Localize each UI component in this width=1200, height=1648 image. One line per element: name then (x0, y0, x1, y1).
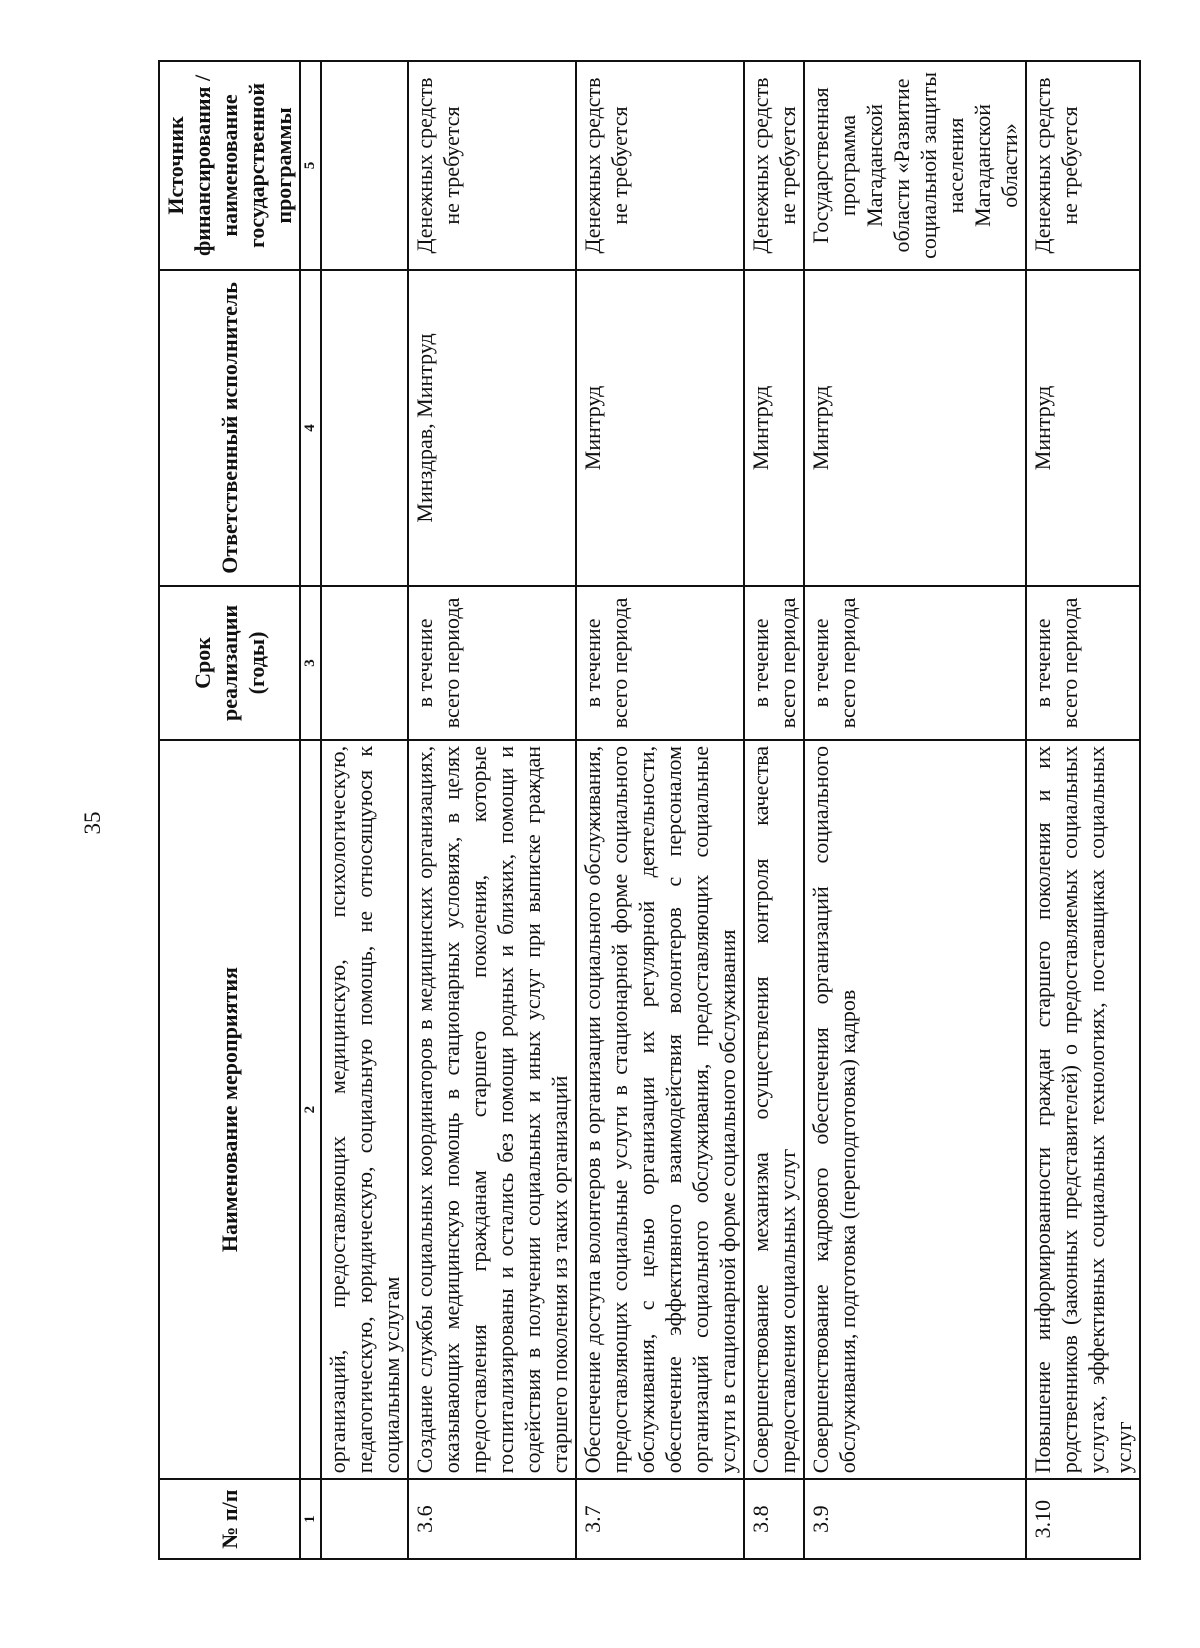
header-num: № п/п (159, 1479, 300, 1559)
column-number: 2 (300, 740, 321, 1479)
rotated-page (158, 60, 1193, 1560)
measure-name: организаций, предоставляющих медицинскую, психологическую, педагогическую, юридическую, социальную помощь, не относящуюся к социальным услугам (321, 740, 408, 1479)
row-number: 3.7 (576, 1479, 744, 1559)
row-number: 3.6 (408, 1479, 576, 1559)
measure-term: в течение всего периода (804, 586, 1026, 740)
measure-source: Денежных средств не требуется (576, 61, 744, 270)
header-term: Срок реализации (годы) (159, 586, 300, 740)
table-row (576, 61, 744, 1559)
column-number: 4 (300, 270, 321, 586)
column-number: 1 (300, 1479, 321, 1559)
measure-term: в течение всего периода (1026, 586, 1140, 740)
measure-name: Совершенствование механизма осуществления контроля качества предоставления социальных услуг (744, 740, 804, 1479)
measures-table (158, 60, 1141, 1560)
table-header-row (159, 61, 300, 1559)
header-source: Источник финансирования / наименование государственной программы (159, 61, 300, 270)
measure-source: Денежных средств не требуется (408, 61, 576, 270)
measure-executor: Минздрав, Минтруд (408, 270, 576, 586)
measure-term: в течение всего периода (408, 586, 576, 740)
table-row (1026, 61, 1140, 1559)
table-row (321, 61, 408, 1559)
table-row (744, 61, 804, 1559)
row-number: 3.10 (1026, 1479, 1140, 1559)
measure-name: Совершенствование кадрового обеспечения организаций социального обслуживания, подготовка (переподготовка) кадров (804, 740, 1026, 1479)
measure-executor: Минтруд (576, 270, 744, 586)
measure-executor (321, 270, 408, 586)
column-number-row (300, 61, 321, 1559)
column-number: 5 (300, 61, 321, 270)
measure-executor: Минтруд (1026, 270, 1140, 586)
measure-executor: Минтруд (804, 270, 1026, 586)
header-executor: Ответственный исполнитель (159, 270, 300, 586)
header-name: Наименование мероприятия (159, 740, 300, 1479)
measure-executor: Минтруд (744, 270, 804, 586)
measure-term (321, 586, 408, 740)
row-number: 3.9 (804, 1479, 1026, 1559)
measure-name: Создание службы социальных координаторов в медицинских организациях, оказывающих медицинскую помощь в стационарных условиях, в целях предоставления гражданам старшего поколения, которые госпитализированы и остались без помощи родных и близких, помощи и содействия в получении социальных и иных услуг при выписке граждан старшего поколения из таких организаций (408, 740, 576, 1479)
row-number: 3.8 (744, 1479, 804, 1559)
measure-source (321, 61, 408, 270)
page-number: 35 (80, 811, 105, 835)
measure-source: Государственная программа Магаданской области «Развитие социальной защиты населения Магаданской области» (804, 61, 1026, 270)
measure-name: Обеспечение доступа волонтеров в организации социального обслуживания, предоставляющих социальные услуги в стационарной форме социального обслуживания, с целью организации их регулярной деятельности, обеспечение эффективного взаимодействия волонтеров с персоналом организаций социального обслуживания, предоставляющих социальные услуги в стационарной форме социального обслуживания (576, 740, 744, 1479)
measure-source: Денежных средств не требуется (1026, 61, 1140, 270)
measure-name: Повышение информированности граждан старшего поколения и их родственников (законных представителей) о предоставляемых социальных услугах, эффективных социальных технологиях, поставщиках социальных услуг (1026, 740, 1140, 1479)
column-number: 3 (300, 586, 321, 740)
measure-term: в течение всего периода (744, 586, 804, 740)
table-row (804, 61, 1026, 1559)
measure-term: в течение всего периода (576, 586, 744, 740)
row-number (321, 1479, 408, 1559)
measure-source: Денежных средств не требуется (744, 61, 804, 270)
table-row (408, 61, 576, 1559)
